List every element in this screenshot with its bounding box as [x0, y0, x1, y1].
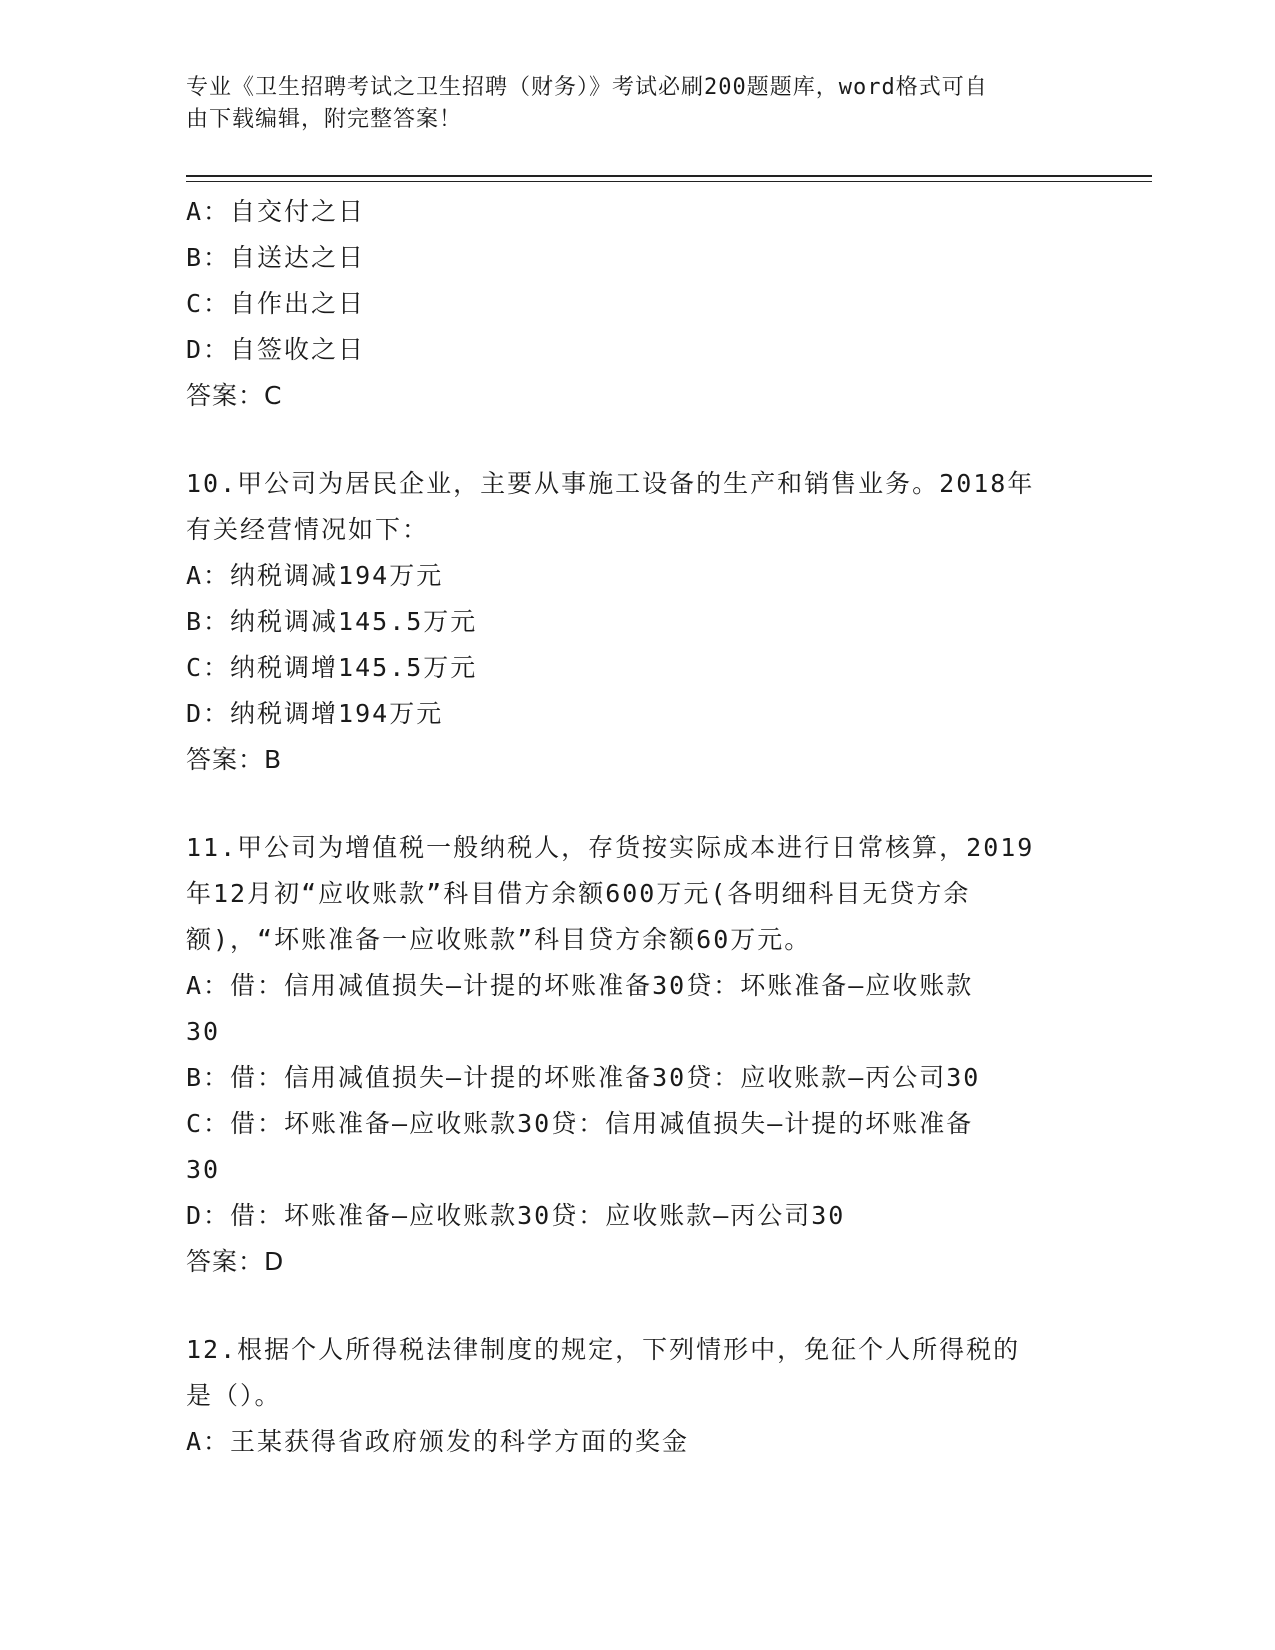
option-b: B：借：信用减值损失—计提的坏账准备30贷：应收账款—丙公司30	[186, 1063, 981, 1092]
spacer	[186, 419, 1086, 461]
spacer	[186, 1285, 1086, 1327]
option-c: C：纳税调增145.5万元	[186, 653, 478, 682]
spacer	[186, 783, 1086, 825]
option-d: D：纳税调增194万元	[186, 699, 444, 728]
header-line-2: 由下载编辑，附完整答案！	[186, 107, 463, 132]
option-b: B：自送达之日	[186, 243, 366, 272]
question-9	[186, 189, 1086, 419]
header-divider-top	[186, 175, 1152, 177]
question-stem-line: 年12月初“应收账款”科目借方余额600万元(各明细科目无贷方余	[186, 879, 971, 908]
option-d: D：自签收之日	[186, 335, 366, 364]
option-c: C：借：坏账准备—应收账款30贷：信用减值损失—计提的坏账准备	[186, 1109, 974, 1138]
question-stem-line: 12.根据个人所得税法律制度的规定，下列情形中，免征个人所得税的	[186, 1335, 1021, 1364]
question-stem-line: 额)，“坏账准备一应收账款”科目贷方余额60万元。	[186, 925, 812, 954]
option-a: A：借：信用减值损失—计提的坏账准备30贷：坏账准备—应收账款	[186, 971, 974, 1000]
question-11	[186, 825, 1086, 1285]
option-d: D：借：坏账准备—应收账款30贷：应收账款—丙公司30	[186, 1201, 846, 1230]
question-10	[186, 461, 1086, 783]
header-line-1: 专业《卫生招聘考试之卫生招聘（财务）》考试必刷200题题库，word格式可自	[186, 75, 988, 100]
document-header	[186, 72, 1066, 136]
option-c: C：自作出之日	[186, 289, 366, 318]
question-stem-line: 是（）。	[186, 1381, 282, 1410]
option-a: A：纳税调减194万元	[186, 561, 444, 590]
option-a: A：自交付之日	[186, 197, 366, 226]
option-c-continued: 30	[186, 1155, 221, 1184]
answer: 答案：B	[186, 745, 283, 774]
question-stem-line: 11.甲公司为增值税一般纳税人，存货按实际成本进行日常核算，2019	[186, 833, 1035, 862]
question-12	[186, 1327, 1086, 1465]
option-b: B：纳税调减145.5万元	[186, 607, 478, 636]
question-stem-line: 有关经营情况如下：	[186, 515, 430, 544]
question-list	[186, 189, 1086, 1465]
option-a: A：王某获得省政府颁发的科学方面的奖金	[186, 1427, 690, 1456]
question-stem-line: 10.甲公司为居民企业，主要从事施工设备的生产和销售业务。2018年	[186, 469, 1035, 498]
answer: 答案：D	[186, 1247, 285, 1276]
option-a-continued: 30	[186, 1017, 221, 1046]
header-divider-bottom	[186, 181, 1152, 182]
answer: 答案：C	[186, 381, 283, 410]
